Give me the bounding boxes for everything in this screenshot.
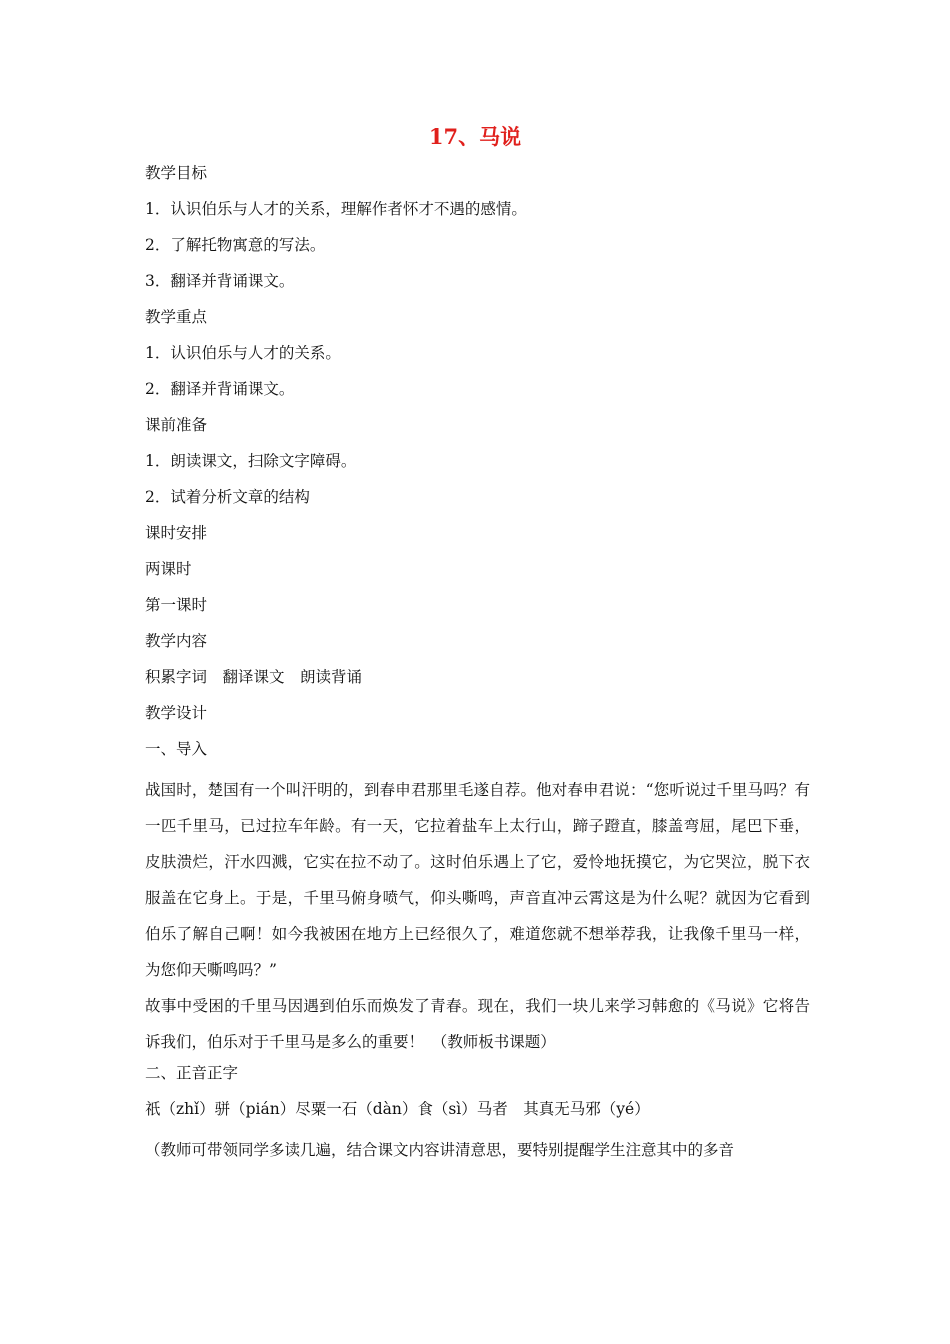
section-two-heading: 二、正音正字 — [145, 1064, 239, 1082]
document-body — [145, 160, 810, 1168]
intro-paragraph: 战国时，楚国有一个叫汗明的，到春申君那里毛遂自荐。他对春申君说：“您听说过千里马吗？有一匹千里马，已过拉车年龄。有一天，它拉着盐车上太行山，蹄子蹬直，膝盖弯屈，尾巴下垂，皮肤溃烂，汗水四溅，它实在拉不动了。这时伯乐遇上了它，爱怜地抚摸它，为它哭泣，脱下衣服盖在它身上。于是，千里马俯身喷气，仰头嘶鸣，声音直冲云霄这是为什么呢？就因为它看到伯乐了解自己啊！如今我被困在地方上已经很久了，难道您就不想举荐我，让我像千里马一样，为您仰天嘶鸣吗？” — [145, 781, 810, 979]
section-one-heading: 一、导入 — [145, 740, 208, 758]
document-title: 17、马说 — [428, 124, 522, 149]
story-paragraph: 故事中受困的千里马因遇到伯乐而焕发了青春。现在，我们一块儿来学习韩愈的《马说》它将告诉我们，伯乐对于千里马是多么的重要！ （教师板书课题） — [145, 997, 810, 1051]
lesson-one-label: 第一课时 — [145, 596, 208, 614]
objectives-heading: 教学目标 — [145, 164, 208, 182]
key-points-heading: 教学重点 — [145, 308, 208, 326]
key-point-item: 1．认识伯乐与人才的关系。 — [145, 344, 341, 362]
pronunciation-line: 祇（zhǐ）骈（pián）尽粟一石（dàn）食（sì）马者 其真无马邪（yé） — [145, 1100, 650, 1118]
objective-item: 2．了解托物寓意的写法。 — [145, 236, 326, 254]
objective-item: 1．认识伯乐与人才的关系，理解作者怀才不遇的感情。 — [145, 200, 527, 218]
preparation-heading: 课前准备 — [145, 416, 208, 434]
schedule-value: 两课时 — [145, 560, 192, 578]
objective-item: 3．翻译并背诵课文。 — [145, 272, 295, 290]
key-point-item: 2．翻译并背诵课文。 — [145, 380, 295, 398]
preparation-item: 2．试着分析文章的结构 — [145, 488, 310, 506]
preparation-item: 1．朗读课文，扫除文字障碍。 — [145, 452, 357, 470]
content-value: 积累字词 翻译课文 朗读背诵 — [145, 668, 363, 686]
design-heading: 教学设计 — [145, 704, 208, 722]
teacher-note: （教师可带领同学多读几遍，结合课文内容讲清意思，要特别提醒学生注意其中的多音 — [145, 1141, 735, 1159]
content-heading: 教学内容 — [145, 632, 208, 650]
schedule-heading: 课时安排 — [145, 524, 208, 542]
